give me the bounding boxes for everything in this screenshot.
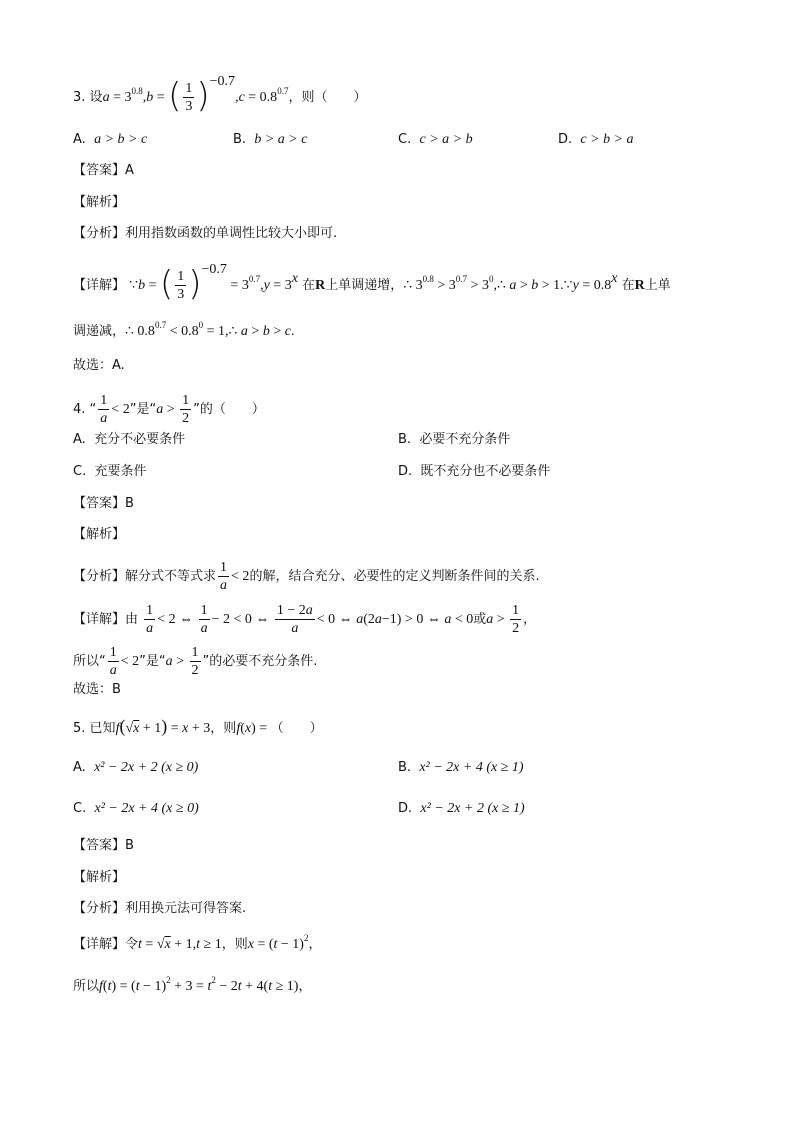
q3-fenxi: 【分析】利用指数函数的单调性比较大小即可. (73, 226, 338, 241)
q3-choose: 故选：A. (73, 358, 125, 373)
q5-analysis-heading: 【解析】 (73, 870, 126, 885)
q5-number: 5. (73, 721, 86, 736)
q5-detail: 【详解】令t = √x + 1,t ≥ 1，则$x = (t - 1)^2$， (73, 933, 322, 952)
q5-fenxi: 【分析】利用换元法可得答案. (73, 901, 247, 916)
q4-option-a: A. 充分不必要条件 (73, 432, 186, 447)
q4-option-b: B. 必要不充分条件 (398, 432, 511, 447)
q3-option-c: C. c > a > b (398, 132, 473, 147)
q4-fenxi: 【分析】解分式不等式求 $\frac{1}{a}$ < 2的解，结合充分、必要性的定义判断条件间的关系. (73, 560, 540, 593)
q3-option-d: D. c > b > a (558, 132, 634, 147)
q5-stem: 5. 已知f(√x + 1) = x + 3，则f(x) = （ ） (73, 716, 323, 736)
q3-detail-cont: 调递减，∴ $0.8^{0.7} < 0.8^0$ = 1,∴ a > b > c. (73, 320, 295, 339)
q3-stem: 3. 设$a = 3^{0.8},b$ = ( $\frac{1}{3}$ )$^{-0.7},c = 0.8^{0.7}$，则（ ） (73, 74, 367, 116)
q4-stem: 4. “ $\frac{1}{a}$ < 2”是“a > $\frac{1}{2}$ ”的（ ） (73, 393, 265, 426)
q5-option-b: B. x² − 2x + 4 (x ≥ 1) (398, 760, 524, 775)
q4-conclusion: 所以“ $\frac{1}{a}$ < 2”是“a > $\frac{1}{2}$ ”的必要不充分条件. (73, 645, 318, 678)
q5-option-c: C. x² − 2x + 4 (x ≥ 0) (73, 801, 199, 816)
q5-answer: 【答案】B (73, 838, 134, 853)
q4-choose: 故选：B (73, 682, 121, 697)
q4-number: 4. (73, 402, 86, 417)
q3-answer: 【答案】A (73, 163, 134, 178)
q5-option-d: D. x² − 2x + 2 (x ≥ 1) (398, 801, 525, 816)
q3-option-b: B. b > a > c (233, 132, 308, 147)
q4-option-d: D. 既不充分也不必要条件 (398, 464, 551, 479)
q3-number: 3. (73, 90, 86, 105)
q4-option-c: C. 充要条件 (73, 464, 147, 479)
q3-analysis-heading: 【解析】 (73, 195, 126, 210)
q3-option-a: A. a > b > c (73, 132, 148, 147)
fraction-one-third: $\frac{1}{3}$ (185, 81, 193, 114)
q4-detail: 【详解】由 $\frac{1}{a}$ < 2 ⇔ $\frac{1}{a}$ − 2 < 0 ⇔ $\frac{1 - 2a}{a}$ < 0 ⇔ a(2a−1) > 0 ⇔ a < 0或a > $\frac{1}{2}$ ， (73, 603, 537, 636)
q3-a-def: a (102, 90, 110, 105)
q3-detail: 【详解】 ∵b = ( $\frac{1}{3}$ )$^{-0.7} = 3^{0.7},y = 3^x$ 在R上单调递增，∴ $3^{0.8} > 3^{0.7}$ > $3^0,\therefore$ a > b > 1.∵y = $0.8^x$ 在R上单 (73, 262, 671, 304)
q5-option-a: A. x² − 2x + 2 (x ≥ 0) (73, 760, 199, 775)
q4-analysis-heading: 【解析】 (73, 527, 126, 542)
q4-answer: 【答案】B (73, 496, 134, 511)
q5-conclusion: 所以$f(t) = (t - 1)^2 + 3 = t^2 - 2t + 4(t \ge 1)$， (73, 975, 312, 994)
